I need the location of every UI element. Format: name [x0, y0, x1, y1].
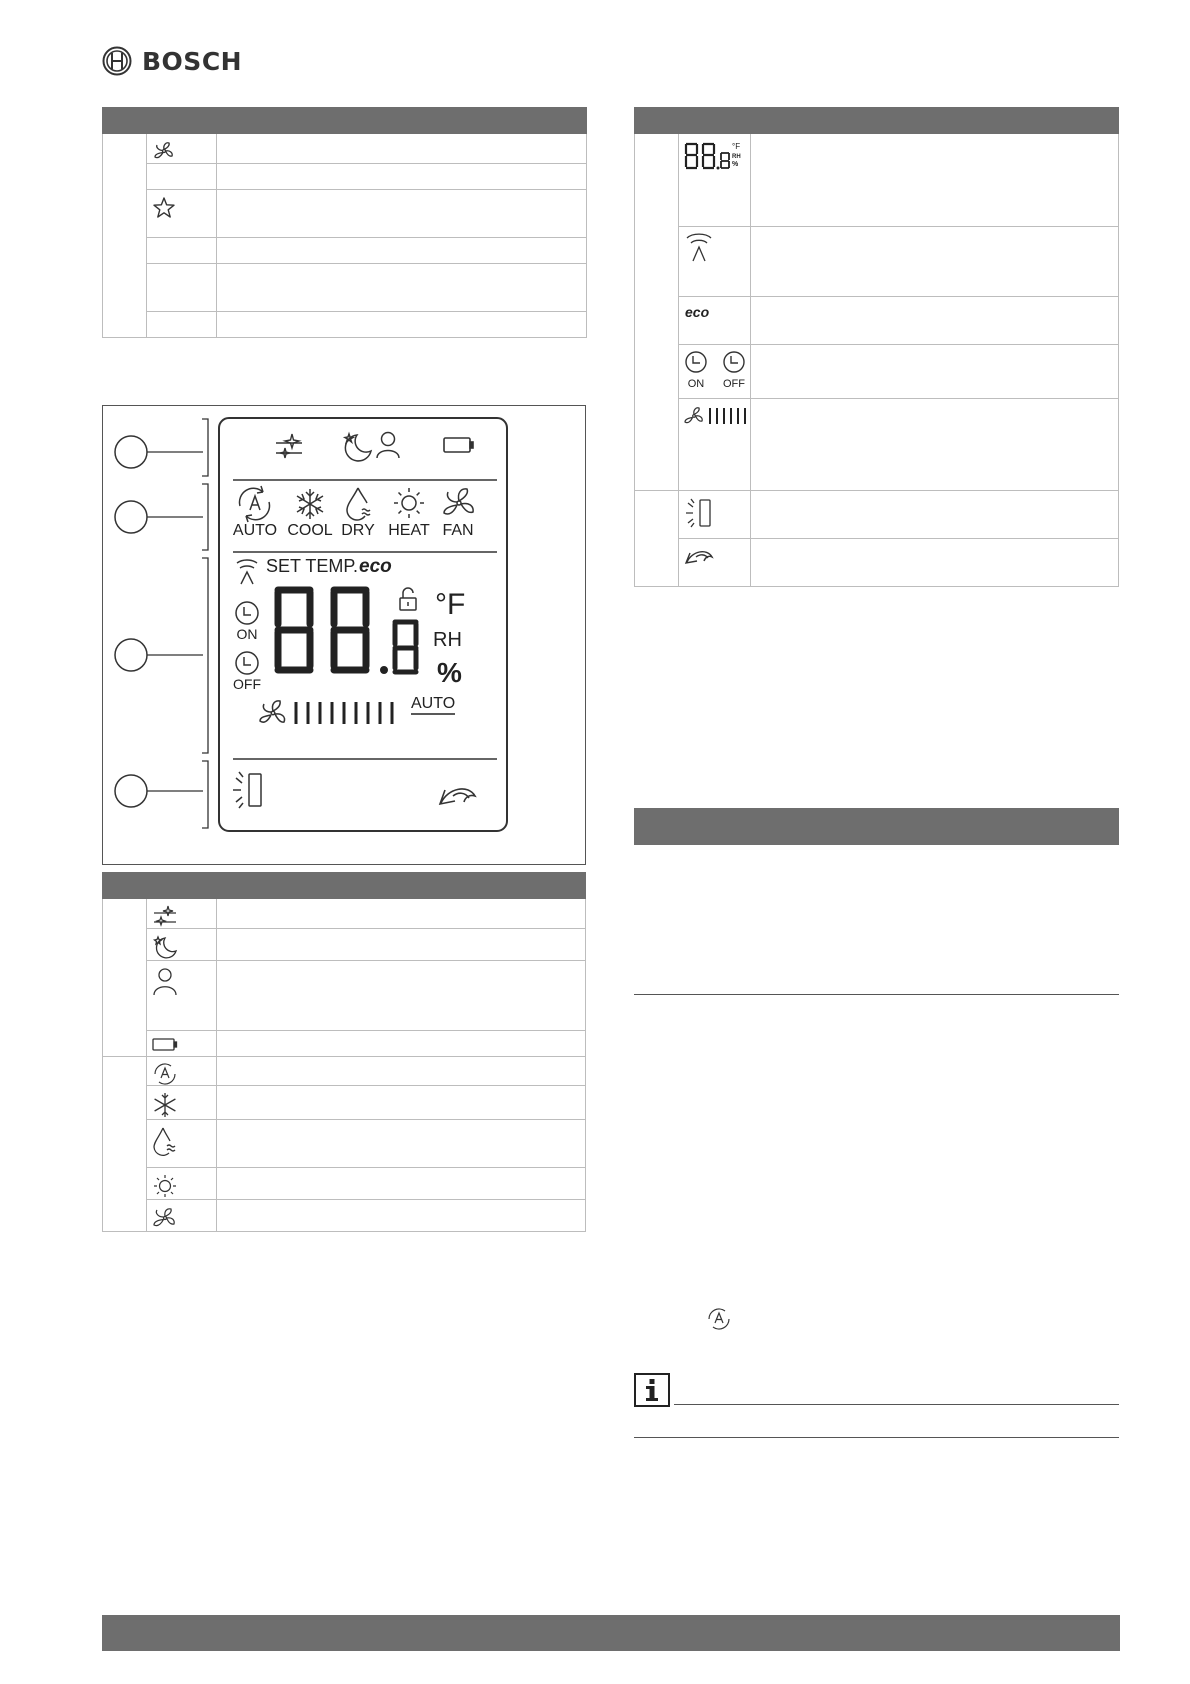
table-row [103, 164, 587, 190]
timer-off-icon [236, 652, 258, 674]
timer-on-label: ON [236, 626, 258, 642]
table-row [103, 1120, 586, 1168]
display-figure [102, 405, 586, 865]
timer-off-label: OFF [233, 676, 261, 692]
eco-icon [684, 303, 718, 323]
table-row [103, 1086, 586, 1120]
mode-label-dry: DRY [341, 522, 375, 539]
battery-icon [152, 1037, 178, 1051]
table-row [635, 227, 1119, 297]
callout-4 [115, 775, 147, 807]
symbol-table-top [102, 107, 587, 338]
bosch-logo [102, 46, 242, 76]
digits-icon [684, 140, 746, 172]
info-note-rule [674, 1404, 1119, 1405]
auto-mode-icon [152, 1063, 178, 1085]
group-cell [103, 134, 147, 338]
symbol-table-right [634, 107, 1119, 587]
drop-icon [152, 1126, 178, 1156]
lock-icon [400, 588, 416, 610]
auto-mode-inline-icon [706, 1307, 732, 1331]
mode-label-heat: HEAT [388, 522, 430, 539]
digit-display [278, 590, 416, 672]
table-row [103, 929, 586, 961]
sun-icon [152, 1174, 178, 1198]
star-icon [152, 196, 176, 220]
symbol-table-bottom [102, 872, 586, 1232]
section-divider [634, 994, 1119, 995]
table-row [635, 345, 1119, 399]
sparkle-icon [152, 905, 178, 927]
swing-icon [684, 545, 714, 567]
table-row [635, 134, 1119, 227]
group-cell [103, 1057, 147, 1232]
table-header [635, 108, 1119, 134]
callout-3 [115, 639, 147, 671]
callout-2 [115, 501, 147, 533]
table-row [103, 961, 586, 1031]
battery-icon [444, 438, 473, 452]
fan-icon [444, 489, 473, 514]
info-icon [634, 1373, 670, 1407]
table-row [635, 539, 1119, 587]
table-row [103, 264, 587, 312]
unit-rh: RH [433, 629, 462, 651]
eco-text: eco [685, 304, 710, 320]
footer-bar [102, 1615, 1120, 1651]
fan-auto-label: AUTO [411, 695, 456, 712]
unit-percent: % [437, 657, 462, 688]
fan-speed-bars [296, 702, 392, 724]
unit-small-f: °F [732, 142, 741, 151]
group-cell [635, 491, 679, 587]
sleep-icon [345, 434, 371, 461]
mode-label-fan: FAN [442, 522, 474, 539]
person-icon [152, 967, 178, 997]
group-cell [103, 899, 147, 1057]
table-row [103, 1031, 586, 1057]
mode-label-cool: COOL [287, 522, 333, 539]
table-row [103, 1168, 586, 1200]
table-header [103, 108, 587, 134]
callout-1 [115, 436, 147, 468]
fan-speed-icon [260, 701, 285, 722]
sleep-icon [152, 935, 178, 959]
mode-label-auto: AUTO [232, 522, 278, 539]
fan-icon [152, 1206, 178, 1230]
timer-icon [684, 351, 750, 391]
fan-icon [152, 140, 176, 162]
unit-fahrenheit: °F [435, 588, 466, 621]
brand-name: BOSCH [142, 46, 243, 76]
table-row [635, 491, 1119, 539]
table-row [103, 899, 586, 929]
lcd-display-diagram [103, 406, 587, 866]
signal-icon [684, 233, 714, 265]
group-cell [635, 134, 679, 491]
callout-markers [115, 436, 147, 807]
table-row [635, 399, 1119, 491]
table-row [103, 312, 587, 338]
eco-label: eco [359, 556, 392, 577]
display-light-icon [684, 497, 714, 529]
info-note-bottom-rule [634, 1437, 1119, 1438]
snowflake-icon [297, 489, 323, 519]
signal-icon [237, 560, 257, 584]
person-icon [377, 433, 399, 459]
display-light-icon [233, 772, 261, 808]
snowflake-icon [152, 1092, 178, 1118]
table-header [103, 873, 586, 899]
section-header-bar [634, 808, 1119, 845]
table-row [103, 134, 587, 164]
drop-icon [347, 488, 370, 520]
decimal-point [380, 666, 388, 674]
sun-icon [394, 488, 424, 518]
auto-mode-icon [239, 486, 269, 522]
set-temp-label: SET TEMP. [266, 556, 359, 576]
table-row [103, 1057, 586, 1086]
timer-off-small: OFF [723, 378, 745, 390]
timer-on-icon [236, 602, 258, 624]
table-row [103, 190, 587, 238]
table-row [103, 1200, 586, 1232]
bosch-armature-icon [102, 46, 132, 76]
table-row [103, 238, 587, 264]
table-row [635, 297, 1119, 345]
swing-icon [440, 789, 475, 804]
sparkle-icon [276, 434, 302, 458]
timer-on-small: ON [687, 378, 705, 390]
unit-small-rh: RH [732, 154, 741, 160]
unit-small-pct: % [732, 161, 739, 168]
fan-speed-icon [684, 405, 748, 427]
